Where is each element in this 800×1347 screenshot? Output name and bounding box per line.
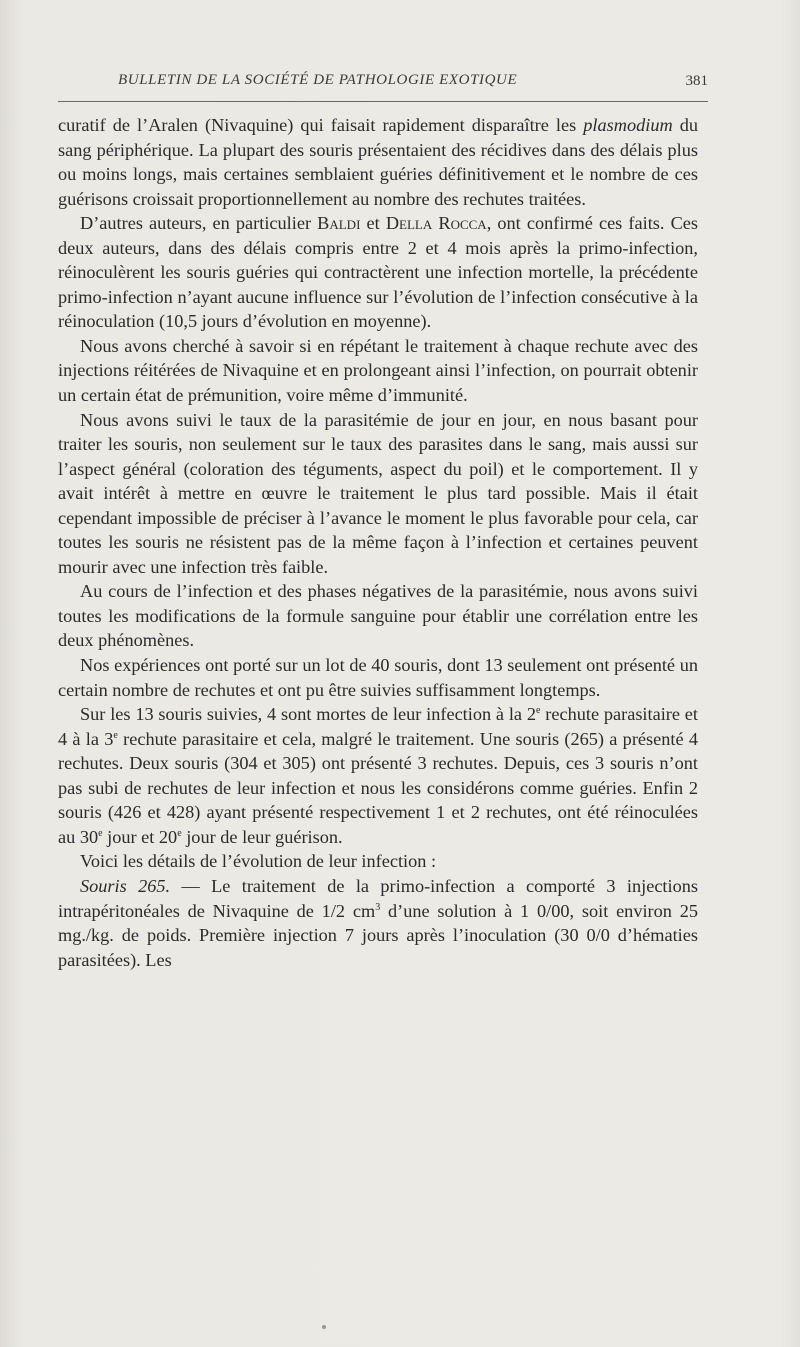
text-run: , ont confirmé ces faits. Ces deux auteurs, dans des délais compris entre 2 et 4 mois après la primo-infection, réinoculèrent les souris guéries qui contractèrent une infection mortelle, la précédente primo-infection n’ayant aucune influence sur l’évolution de l’infection consécutive à la réinoculation (10,5 jours d’évolution en moyenne).: [58, 213, 699, 332]
text-run: rechute parasitaire et cela, malgré le traitement. Une souris (265) a présenté 4 rechutes. Deux souris (304 et 305) ont présenté 3 rechutes. Depuis, ces 3 souris n’ont pas subi de rechutes de leur infection et nous les considérons comme guéries. Enfin 2 souris (426 et 428) ayant présenté respectivement 1 et 2 rechutes, ont été réinoculées au 30: [58, 728, 698, 847]
text-run: Au cours de l’infection et des phases négatives de la parasitémie, nous avons suivi toutes les modifications de la formule sanguine pour établir une corrélation entre les deux phénomènes.: [58, 581, 698, 651]
superscript: e: [536, 705, 541, 717]
text-run: Nous avons cherché à savoir si en répétant le traitement à chaque rechute avec des injections réitérées de Nivaquine et en prolongeant ainsi l’infection, on pourrait obtenir un certain état de prémunition, voire même d’immunité.: [58, 335, 698, 406]
superscript: e: [113, 729, 118, 741]
page-header: [58, 70, 708, 96]
paragraph: [58, 849, 698, 874]
text-run: Nos expériences ont porté sur un lot de 40 souris, dont 13 seulement ont présenté un certain nombre de rechutes et ont pu être suivies suffisamment longtemps.: [58, 655, 698, 700]
text-run: et: [360, 213, 386, 234]
paragraph: [58, 211, 698, 334]
text-run: D’autres auteurs, en particulier: [80, 213, 318, 234]
paragraph: [58, 874, 698, 972]
text-run: Voici les détails de l’évolution de leur infection :: [80, 851, 437, 872]
paragraph: [58, 653, 698, 702]
superscript: e: [177, 827, 182, 839]
running-title: BULLETIN DE LA SOCIÉTÉ DE PATHOLOGIE EXOTIQUE: [118, 72, 518, 88]
text-run: jour de leur guérison.: [181, 826, 343, 847]
text-run: Sur les 13 souris suivies, 4 sont mortes de leur infection à la 2: [80, 704, 536, 725]
paragraph: [58, 702, 698, 849]
text-run: jour et 20: [102, 826, 178, 847]
paragraph: [58, 408, 698, 580]
superscript: e: [98, 827, 103, 839]
text-run: du sang périphérique. La plupart des souris présentaient des récidives dans des délais plus ou moins longs, mais certaines semblaient guéries définitivement et le nombre de ces guérisons croissait proportionnellement au nombre des rechutes traitées.: [58, 115, 698, 209]
body-text: [58, 113, 698, 972]
italic-text: plasmodium: [583, 115, 673, 135]
italic-text: Souris 265.: [80, 875, 171, 896]
text-run: — Le traitement de la primo-infection a comporté 3 injections intrapéritonéales de Nivaquine de 1/2 cm: [58, 875, 698, 921]
paragraph: [58, 579, 698, 653]
text-run: Nous avons suivi le taux de la parasitémie de jour en jour, en nous basant pour traiter les souris, non seulement sur le taux des parasites dans le sang, mais aussi sur l’aspect général (coloration des téguments, aspect du poil) et le comportement. Il y avait intérêt à mettre en œuvre le traitement le plus tard possible. Mais il était cependant impossible de préciser à l’avance le moment le plus favorable pour cela, car toutes les souris ne résistent pas de la même façon à l’infection et certaines peuvent mourir avec une infection très faible.: [58, 409, 698, 577]
author-name: Baldi: [317, 213, 361, 234]
paragraph: [58, 334, 698, 408]
superscript: 3: [375, 901, 381, 913]
author-name: Della Rocca: [385, 213, 487, 234]
paragraph: [58, 113, 698, 211]
header-rule: [58, 101, 708, 102]
text-run: curatif de l’Aralen (Nivaquine) qui faisait rapidement disparaître les: [58, 115, 584, 135]
text-run: rechute parasitaire et 4 à la 3: [58, 704, 698, 749]
paper-speck: [322, 1325, 326, 1329]
page-number: 381: [685, 73, 708, 89]
text-run: d’une solution à 1 0/00, soit environ 25 mg./kg. de poids. Première injection 7 jours après l’inoculation (30 0/0 d’hématies parasitées). Les: [58, 900, 698, 970]
